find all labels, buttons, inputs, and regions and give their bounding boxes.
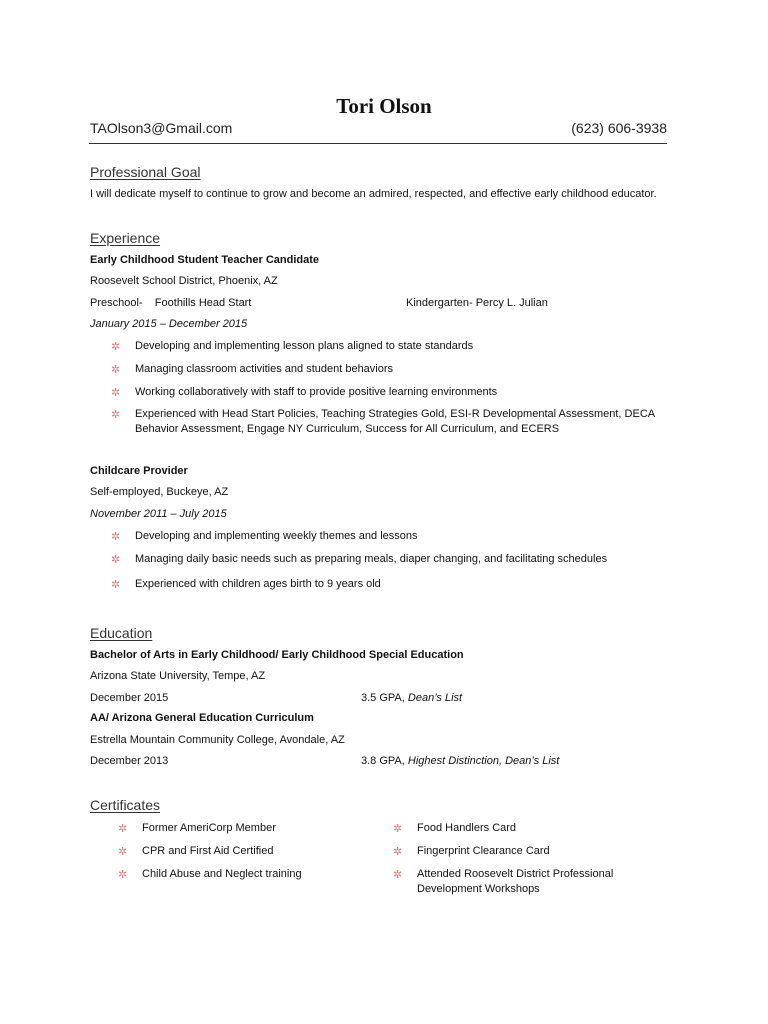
job-bullet: Developing and implementing weekly themes and lessons [135, 530, 418, 542]
header-divider [89, 143, 667, 144]
job-bullet: Experienced with Head Start Policies, Teaching Strategies Gold, ESI-R Developmental Assessment, DECA [135, 408, 656, 420]
degree-date: December 2013 [90, 755, 169, 767]
certificate-item: Former AmeriCorp Member [142, 822, 276, 834]
degree-school: Estrella Mountain Community College, Avondale, AZ [90, 734, 345, 746]
job-title: Childcare Provider [90, 465, 188, 477]
bullet-icon: ✲ [111, 409, 121, 421]
contact-phone: (623) 606-3938 [571, 120, 667, 136]
job-site-preschool: Preschool- Foothills Head Start [90, 297, 252, 309]
bullet-icon: ✲ [393, 846, 403, 858]
job-bullet: Working collaboratively with staff to provide positive learning environments [135, 386, 498, 398]
degree-gpa-value: 3.5 GPA, [361, 692, 405, 704]
degree-title: AA/ Arizona General Education Curriculum [90, 712, 314, 724]
job-dates: November 2011 – July 2015 [90, 508, 227, 520]
bullet-icon: ✲ [111, 579, 121, 591]
job-organization: Self-employed, Buckeye, AZ [90, 486, 229, 498]
degree-date: December 2015 [90, 692, 169, 704]
degree-honors: Highest Distinction, Dean’s List [407, 755, 560, 767]
certificate-item: Attended Roosevelt District Professional [417, 868, 614, 880]
degree-honors: Dean’s List [407, 692, 463, 704]
professional-goal-text: I will dedicate myself to continue to grow and become an admired, respected, and effective early childhood educator. [90, 188, 657, 200]
job-bullet: Developing and implementing lesson plans aligned to state standards [135, 340, 474, 352]
degree-gpa-value: 3.8 GPA, [361, 755, 405, 767]
bullet-icon: ✲ [118, 869, 128, 881]
bullet-icon: ✲ [111, 554, 121, 566]
bullet-icon: ✲ [118, 846, 128, 858]
degree-title: Bachelor of Arts in Early Childhood/ Early Childhood Special Education [90, 649, 464, 661]
bullet-icon: ✲ [118, 823, 128, 835]
contact-email: TAOlson3@Gmail.com [90, 120, 233, 136]
certificate-item: Food Handlers Card [417, 822, 517, 834]
section-title-education: Education [90, 625, 153, 641]
resume-name: Tori Olson [336, 94, 432, 118]
job-site-kindergarten: Kindergarten- Percy L. Julian [406, 297, 548, 309]
job-bullet-continued: Behavior Assessment, Engage NY Curriculum, Success for All Curriculum, and ECERS [135, 423, 560, 435]
certificate-item: CPR and First Aid Certified [142, 845, 274, 857]
bullet-icon: ✲ [111, 531, 121, 543]
degree-gpa [361, 692, 462, 704]
bullet-icon: ✲ [111, 364, 121, 376]
job-bullet: Experienced with children ages birth to 9 years old [135, 578, 381, 590]
section-title-certificates: Certificates [90, 797, 161, 813]
section-title-professional-goal: Professional Goal [90, 164, 201, 180]
job-dates: January 2015 – December 2015 [90, 318, 248, 330]
job-organization: Roosevelt School District, Phoenix, AZ [90, 275, 278, 287]
section-title-experience: Experience [90, 230, 161, 246]
certificate-item: Fingerprint Clearance Card [417, 845, 550, 857]
bullet-icon: ✲ [111, 341, 121, 353]
job-bullet: Managing classroom activities and student behaviors [135, 363, 394, 375]
certificate-item-continued: Development Workshops [417, 883, 540, 895]
bullet-icon: ✲ [393, 869, 403, 881]
certificate-item: Child Abuse and Neglect training [142, 868, 302, 880]
job-bullet: Managing daily basic needs such as preparing meals, diaper changing, and facilitating schedules [135, 553, 608, 565]
bullet-icon: ✲ [393, 823, 403, 835]
degree-school: Arizona State University, Tempe, AZ [90, 670, 266, 682]
job-title: Early Childhood Student Teacher Candidate [90, 254, 319, 266]
bullet-icon: ✲ [111, 387, 121, 399]
degree-gpa [361, 755, 559, 767]
